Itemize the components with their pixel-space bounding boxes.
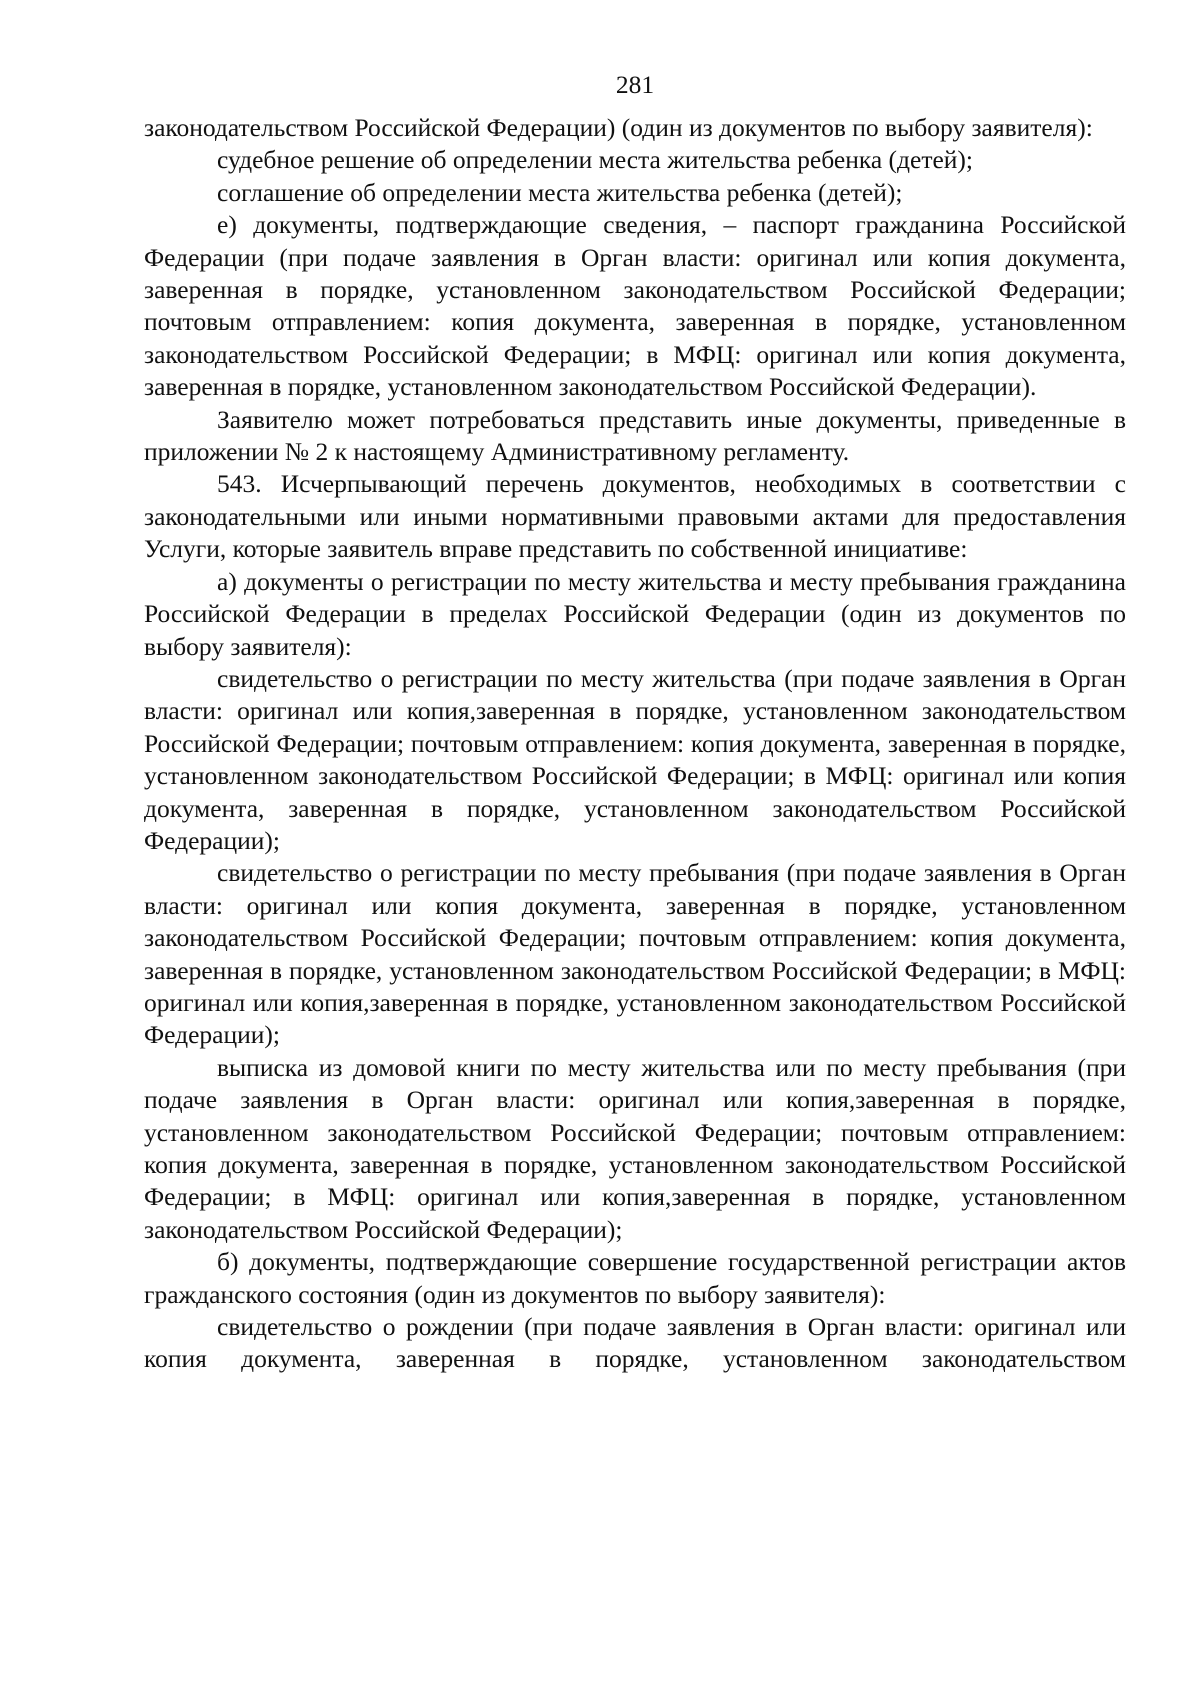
paragraph-item-b-civil-acts: б) документы, подтверждающие совершение государственной регистрации актов гражданского состояния (один из документов по выбору заявителя): bbox=[144, 1247, 1126, 1309]
paragraph-residence-certificate: свидетельство о регистрации по месту жительства (при подаче заявления в Орган власти: оригинал или копия,заверенная в порядке, установленном законодательством Российской Федерации; почтовым отправлением: копия документа, заверенная в порядке, установленном законодательством Российской Федерации; в МФЦ: оригинал или копия документа, заверенная в порядке, установленном законодательством Российской Федерации); bbox=[144, 663, 1126, 855]
paragraph-other-documents: Заявителю может потребоваться представить иные документы, приведенные в приложении № 2 к настоящему Административному регламенту. bbox=[144, 404, 1126, 467]
paragraph-court-decision: судебное решение об определении места жительства ребенка (детей); bbox=[217, 145, 974, 175]
page-number: 281 bbox=[615, 70, 655, 99]
document-page bbox=[144, 64, 1126, 1376]
paragraph-item-a-registration: а) документы о регистрации по месту жительства и месту пребывания гражданина Российской Федерации в пределах Российской Федерации (один из документов по выбору заявителя): bbox=[144, 566, 1126, 661]
paragraph-stay-certificate: свидетельство о регистрации по месту пребывания (при подаче заявления в Орган власти: оригинал или копия документа, заверенная в порядке, установленном законодательством Российской Федерации; почтовым отправлением: копия документа, заверенная в порядке, установленном законодательством Российской Федерации; в МФЦ: оригинал или копия,заверенная в порядке, установленном законодательством Российской Федерации); bbox=[144, 858, 1126, 1050]
paragraph-birth-certificate: свидетельство о рождении (при подаче заявления в Орган власти: оригинал или копия документа, заверенная в порядке, установленном законодательством bbox=[144, 1312, 1126, 1374]
paragraph-continuation: законодательством Российской Федерации) (один из документов по выбору заявителя): bbox=[144, 113, 1093, 142]
paragraph-543-heading: 543. Исчерпывающий перечень документов, необходимых в соответствии с законодательными или иными нормативными правовыми актами для предоставления Услуги, которые заявитель вправе представить по собственной инициативе: bbox=[144, 469, 1126, 564]
paragraph-residence-agreement: соглашение об определении места жительства ребенка (детей); bbox=[217, 177, 903, 207]
paragraph-item-e-passport: е) документы, подтверждающие сведения, – паспорт гражданина Российской Федерации (при подаче заявления в Орган власти: оригинал или копия документа, заверенная в порядке, установленном законодательством Российской Федерации; почтовым отправлением: копия документа, заверенная в порядке, установленном законодательством Российской Федерации; в МФЦ: оригинал или копия документа, заверенная в порядке, установленном законодательством Российской Федерации). bbox=[144, 210, 1126, 402]
paragraph-house-book-extract: выписка из домовой книги по месту жительства или по месту пребывания (при подаче заявления в Орган власти: оригинал или копия,заверенная в порядке, установленном законодательством Российской Федерации; почтовым отправлением: копия документа, заверенная в порядке, установленном законодательством Российской Федерации; в МФЦ: оригинал или копия,заверенная в порядке, установленном законодательством Российской Федерации); bbox=[144, 1052, 1126, 1244]
